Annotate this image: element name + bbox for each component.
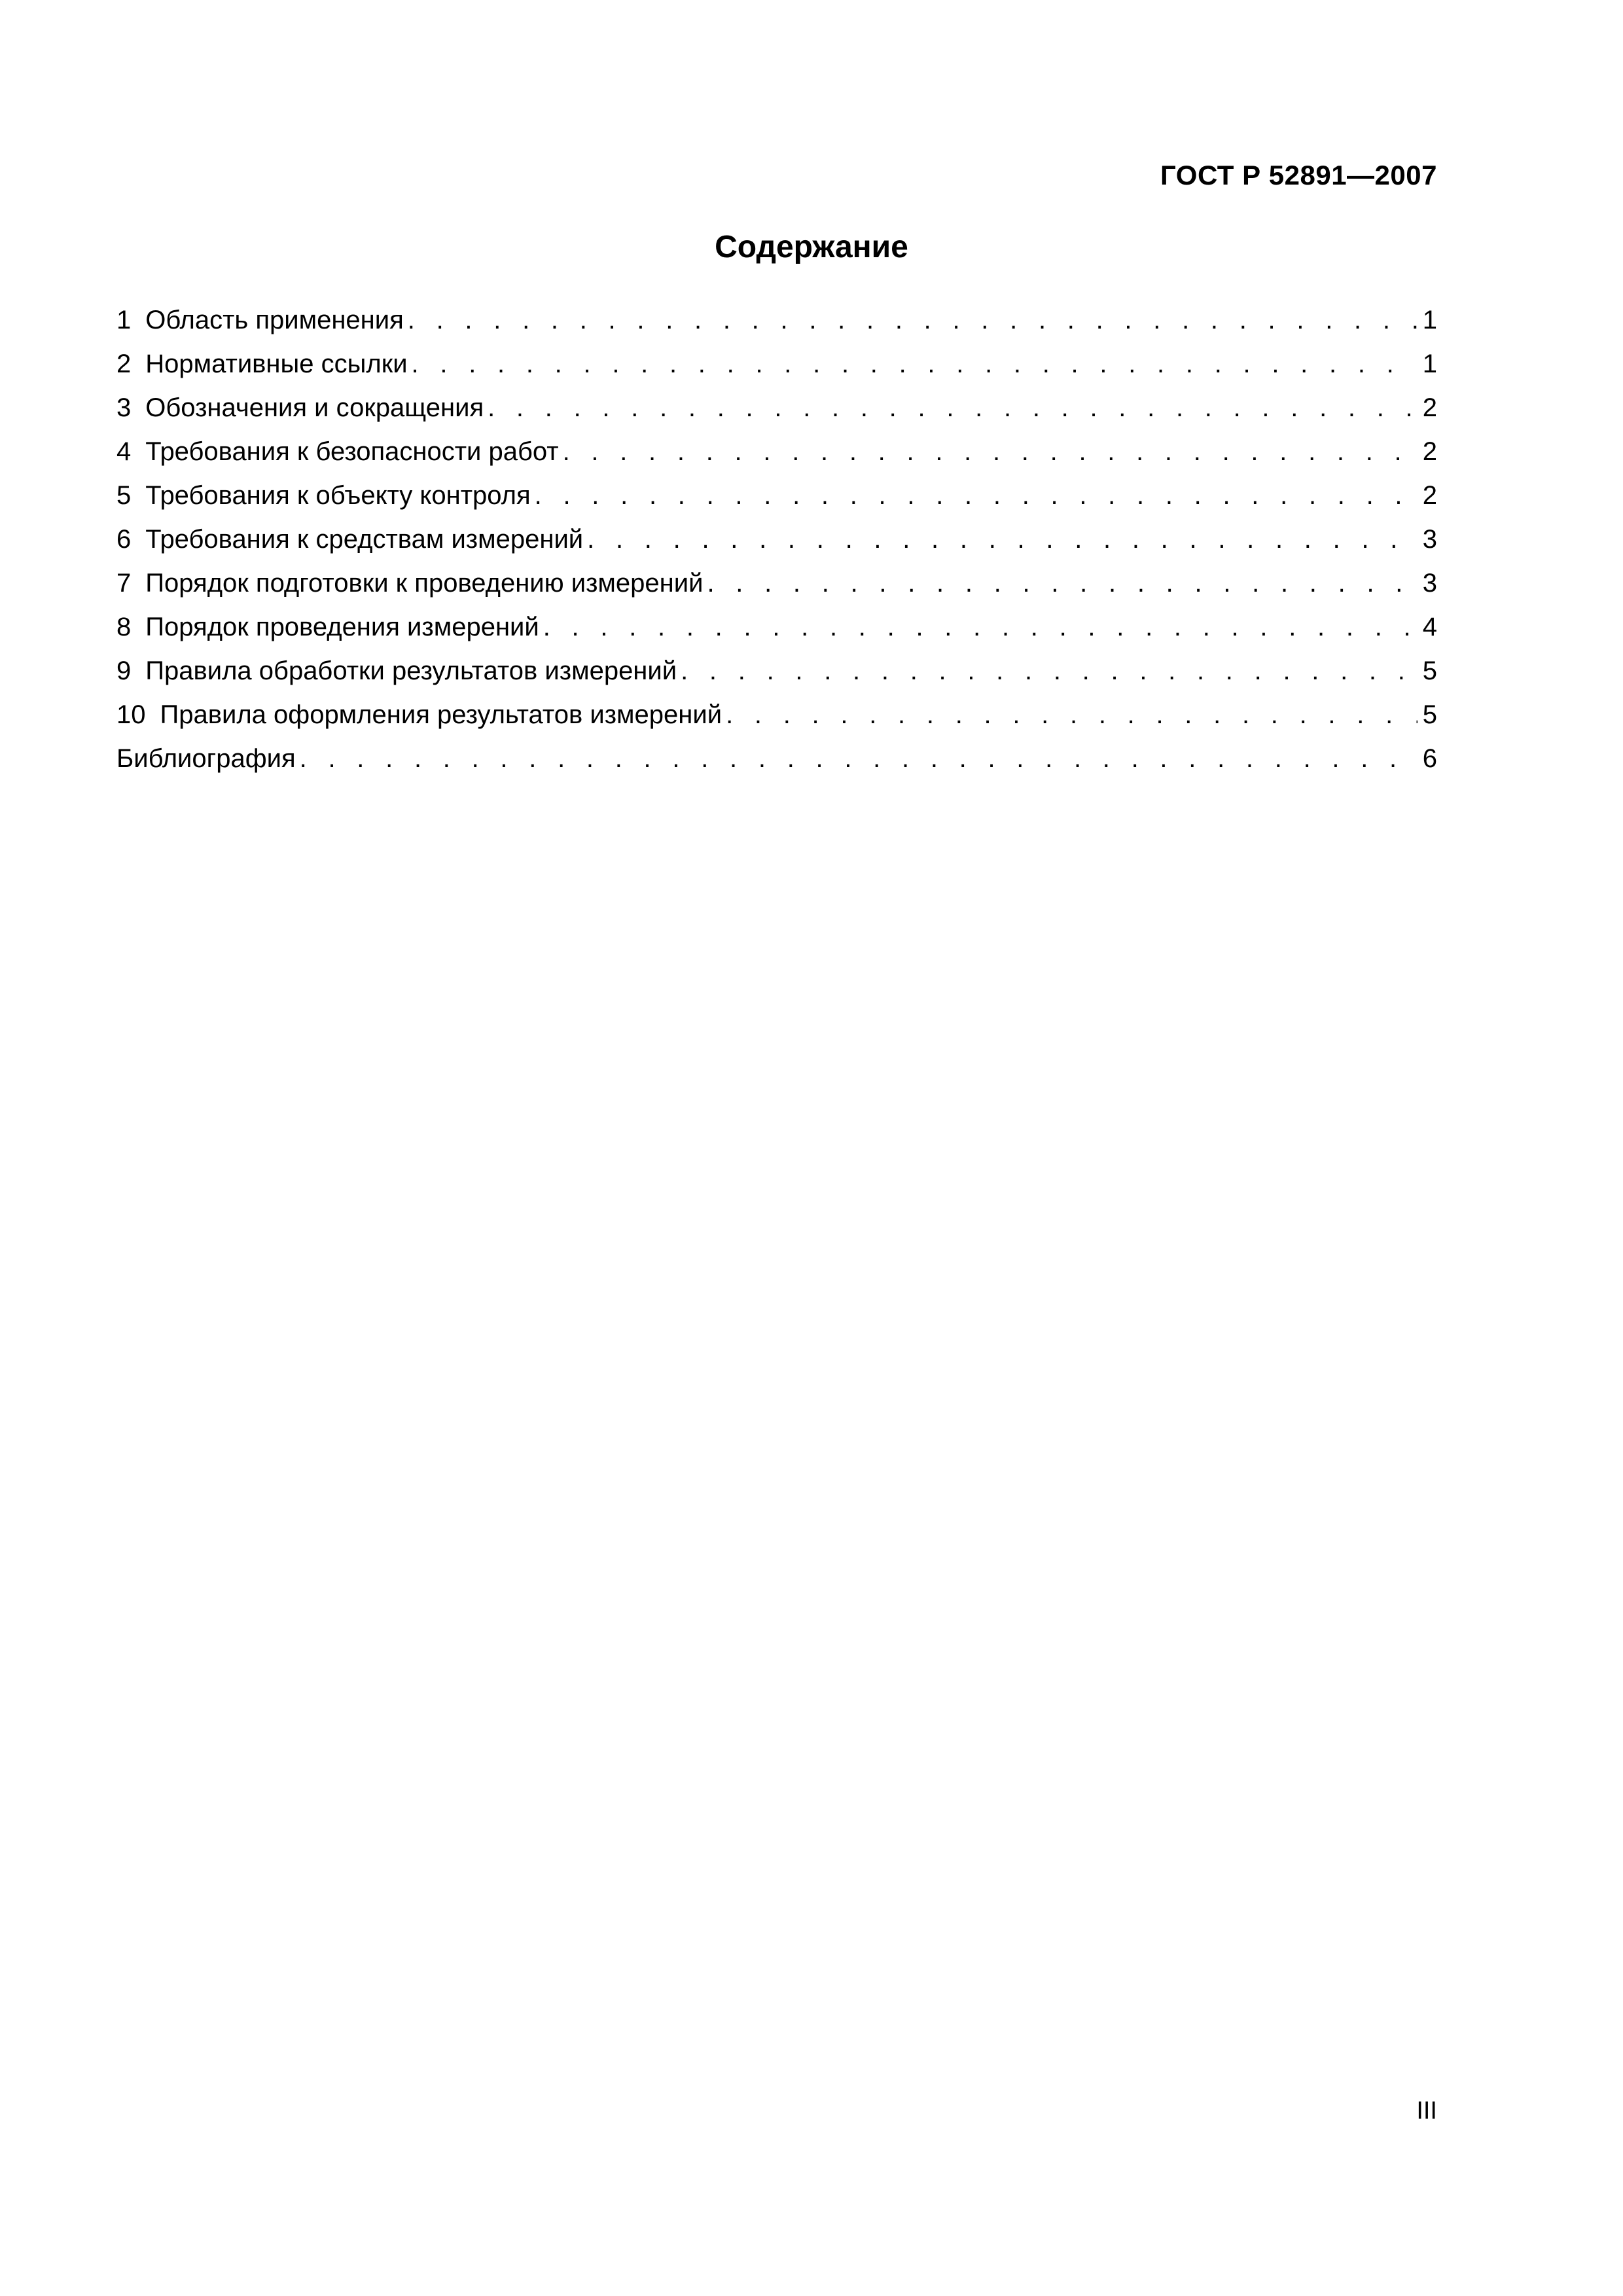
toc-entry-label: Правила обработки результатов измерений — [145, 656, 677, 685]
toc-entry-label: Порядок проведения измерений — [145, 613, 539, 641]
toc-entry-label: Порядок подготовки к проведению измерений — [145, 569, 704, 598]
dot-leader — [543, 605, 1418, 649]
toc-entry-10[interactable] — [116, 693, 1437, 737]
toc-entry-bibliography[interactable] — [116, 737, 1437, 781]
document-code: ГОСТ Р 52891—2007 — [1160, 160, 1437, 190]
toc-entry-number: 5 — [116, 481, 132, 510]
toc-entry-number: 3 — [116, 393, 132, 422]
toc-entry-label: Библиография — [116, 744, 296, 773]
toc-entry-page: 2 — [1422, 393, 1437, 422]
dot-leader — [681, 649, 1418, 693]
toc-entry-page: 3 — [1422, 525, 1437, 554]
toc-entry-3[interactable] — [116, 386, 1437, 430]
toc-entry-8[interactable] — [116, 605, 1437, 649]
toc-entry-number: 7 — [116, 569, 132, 598]
toc-entry-number: 10 — [116, 700, 146, 729]
dot-leader — [488, 386, 1418, 430]
toc-entry-1[interactable] — [116, 298, 1437, 342]
dot-leader — [300, 737, 1418, 781]
table-of-contents — [116, 298, 1437, 781]
toc-entry-5[interactable] — [116, 474, 1437, 518]
dot-leader — [563, 430, 1418, 474]
toc-entry-7[interactable] — [116, 562, 1437, 605]
toc-entry-label: Нормативные ссылки — [145, 350, 408, 378]
toc-entry-page: 3 — [1422, 569, 1437, 598]
toc-entry-number: 8 — [116, 613, 132, 641]
dot-leader — [412, 342, 1418, 386]
toc-entry-number: 6 — [116, 525, 132, 554]
dot-leader — [587, 518, 1418, 562]
dot-leader — [535, 474, 1418, 518]
toc-entry-page: 1 — [1422, 306, 1437, 334]
dot-leader — [726, 693, 1418, 737]
toc-entry-page: 4 — [1422, 613, 1437, 641]
toc-entry-page: 2 — [1422, 437, 1437, 466]
toc-entry-page: 1 — [1422, 350, 1437, 378]
toc-entry-number: 2 — [116, 350, 132, 378]
dot-leader — [707, 562, 1418, 605]
toc-entry-label: Требования к средствам измерений — [145, 525, 584, 554]
toc-entry-page: 6 — [1422, 744, 1437, 773]
toc-entry-number: 4 — [116, 437, 132, 466]
toc-entry-6[interactable] — [116, 518, 1437, 562]
toc-entry-number: 1 — [116, 306, 132, 334]
toc-entry-2[interactable] — [116, 342, 1437, 386]
toc-entry-label: Требования к объекту контроля — [145, 481, 531, 510]
toc-title: Содержание — [715, 230, 908, 264]
toc-entry-label: Обозначения и сокращения — [145, 393, 484, 422]
toc-entry-label: Область применения — [145, 306, 404, 334]
toc-entry-number: 9 — [116, 656, 132, 685]
toc-entry-page: 2 — [1422, 481, 1437, 510]
toc-entry-4[interactable] — [116, 430, 1437, 474]
toc-entry-9[interactable] — [116, 649, 1437, 693]
toc-entry-label: Правила оформления результатов измерений — [160, 700, 722, 729]
toc-entry-label: Требования к безопасности работ — [145, 437, 559, 466]
dot-leader — [408, 298, 1418, 342]
toc-entry-page: 5 — [1422, 656, 1437, 685]
page-number: III — [1416, 2097, 1437, 2125]
toc-entry-page: 5 — [1422, 700, 1437, 729]
